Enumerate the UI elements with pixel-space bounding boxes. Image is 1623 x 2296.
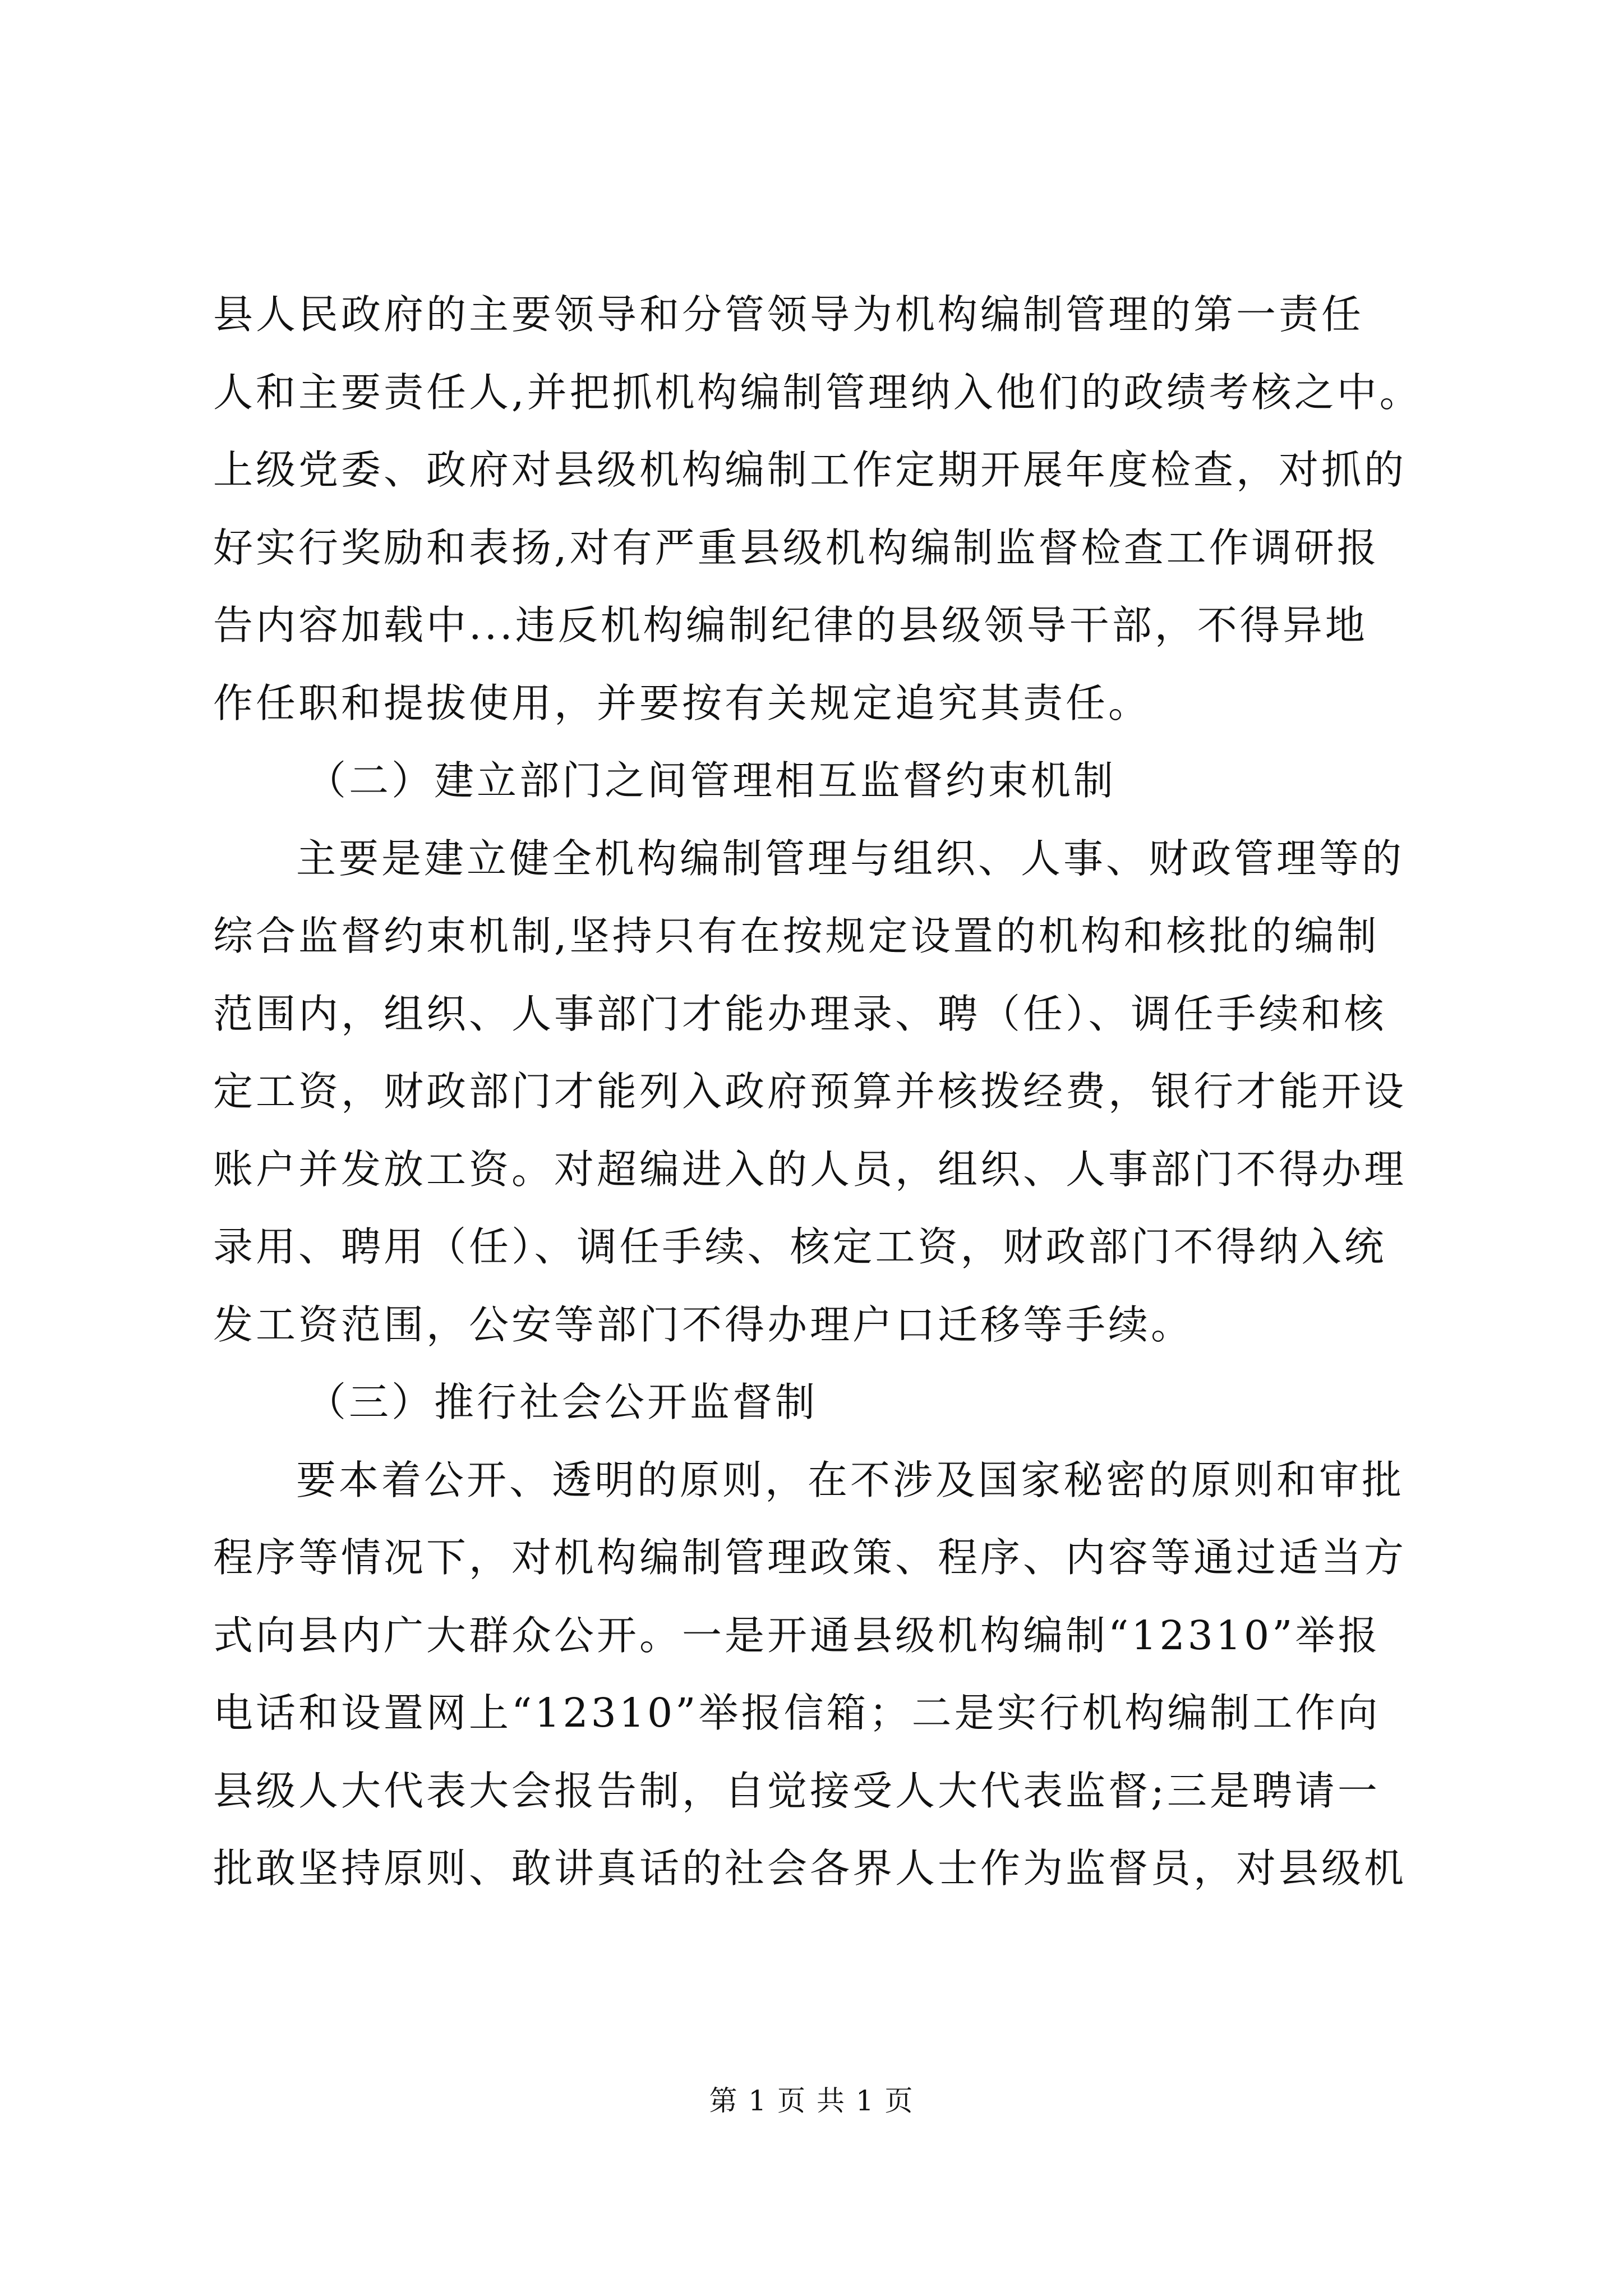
text-line: 告内容加载中...违反机构编制纪律的县级领导干部，不得异地 [213, 602, 1368, 648]
text-line: 作任职和提拔使用，并要按有关规定追究其责任。 [213, 679, 1151, 726]
text-line: 要本着公开、透明的原则，在不涉及国家秘密的原则和审批 [296, 1456, 1405, 1503]
text-line: 录用、聘用（任）、调任手续、核定工资，财政部门不得纳入统 [213, 1223, 1387, 1270]
text-line: 县级人大代表大会报告制，自觉接受人大代表监督;三是聘请一 [213, 1767, 1380, 1814]
section-heading: （三）推行社会公开监督制 [306, 1379, 818, 1425]
page-number-label: 第 1 页 共 1 页 [709, 2085, 914, 2117]
text-line: 人和主要责任人,并把抓机构编制管理纳入他们的政绩考核之中。 [213, 369, 1422, 416]
page-footer [0, 2084, 1623, 2118]
text-line: 程序等情况下，对机构编制管理政策、程序、内容等通过适当方 [213, 1534, 1407, 1581]
text-line: 电话和设置网上“12310”举报信箱；二是实行机构编制工作向 [213, 1690, 1381, 1736]
text-line: 综合监督约束机制,坚持只有在按规定设置的机构和核批的编制 [213, 913, 1380, 959]
document-body [213, 276, 1424, 1908]
text-line: 主要是建立健全机构编制管理与组织、人事、财政管理等的 [296, 835, 1405, 882]
text-line: 县人民政府的主要领导和分管领导为机构编制管理的第一责任 [213, 291, 1364, 338]
text-line: 定工资，财政部门才能列入政府预算并核拨经费，银行才能开设 [213, 1068, 1407, 1115]
text-line: 上级党委、政府对县级机构编制工作定期开展年度检查，对抓的 [213, 447, 1407, 493]
section-heading: （二）建立部门之间管理相互监督约束机制 [306, 757, 1117, 804]
text-line: 式向县内广大群众公开。一是开通县级机构编制“12310”举报 [213, 1612, 1381, 1659]
text-line: 好实行奖励和表扬,对有严重县级机构编制监督检查工作调研报 [213, 524, 1380, 571]
text-line: 账户并发放工资。对超编进入的人员，组织、人事部门不得办理 [213, 1145, 1407, 1193]
text-line: 范围内，组织、人事部门才能办理录、聘（任）、调任手续和核 [213, 990, 1387, 1037]
text-line: 发工资范围，公安等部门不得办理户口迁移等手续。 [213, 1301, 1194, 1348]
text-line: 批敢坚持原则、敢讲真话的社会各界人士作为监督员，对县级机 [213, 1845, 1407, 1892]
